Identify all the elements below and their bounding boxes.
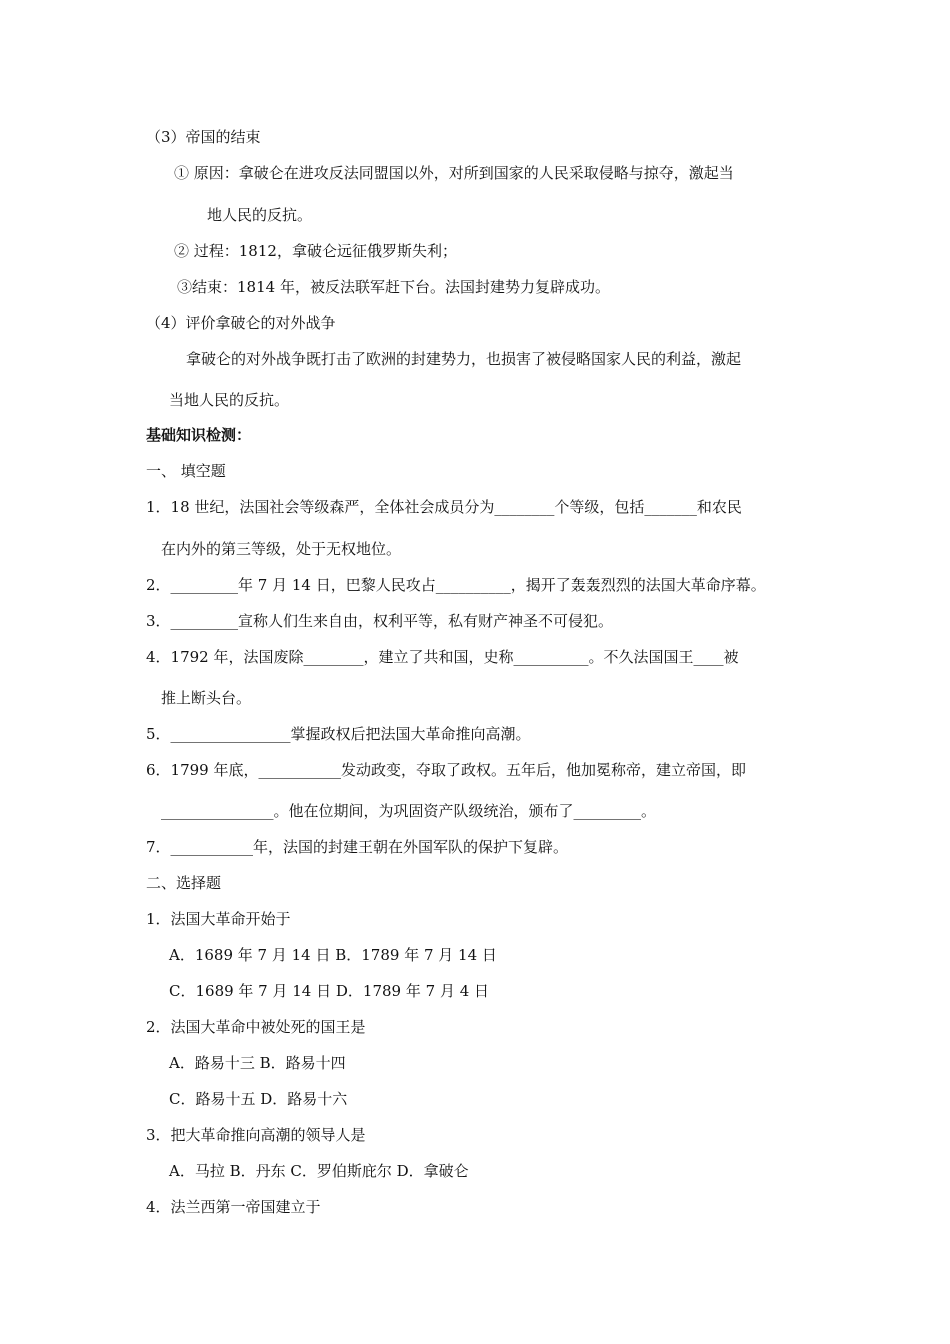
choice-question-2-options-row1: A．路易十三 B．路易十四 xyxy=(169,1054,346,1072)
fill-question-6-line1: 6．1799 年底，___________发动政变，夺取了政权。五年后，他加冕称帝，建立帝国，即 xyxy=(146,761,746,779)
fill-question-5: 5．________________掌握政权后把法国大革命推向高潮。 xyxy=(146,725,531,743)
fill-question-3: 3．_________宣称人们生来自由，权利平等，私有财产神圣不可侵犯。 xyxy=(146,612,614,630)
item3-process: ② 过程：1812，拿破仑远征俄罗斯失利； xyxy=(174,242,457,260)
choice-question-4: 4．法兰西第一帝国建立于 xyxy=(146,1198,321,1216)
choice-question-3-options-row1: A．马拉 B．丹东 C．罗伯斯庇尔 D．拿破仑 xyxy=(169,1162,469,1180)
item3-title: （3）帝国的结束 xyxy=(146,128,261,146)
item4-title: （4）评价拿破仑的对外战争 xyxy=(146,314,336,332)
fill-question-4-line1: 4．1792 年，法国废除________，建立了共和国，史称__________。不久法国国王____被 xyxy=(146,648,739,666)
fill-question-1-line2: 在内外的第三等级，处于无权地位。 xyxy=(161,540,402,558)
fill-heading: 一、 填空题 xyxy=(146,462,226,480)
item3-cause-line1: ① 原因：拿破仑在进攻反法同盟国以外，对所到国家的人民采取侵略与掠夺，激起当 xyxy=(174,164,734,182)
item3-cause-line2: 地人民的反抗。 xyxy=(207,206,313,224)
fill-question-2: 2．_________年 7 月 14 日，巴黎人民攻占__________，揭开了轰轰烈烈的法国大革命序幕。 xyxy=(146,576,766,594)
choice-heading: 二、选择题 xyxy=(146,874,222,892)
test-heading: 基础知识检测： xyxy=(146,426,252,444)
fill-question-1-line1: 1．18 世纪，法国社会等级森严，全体社会成员分为________个等级，包括_______和农民 xyxy=(146,498,742,516)
item4-text-line1: 拿破仑的对外战争既打击了欧洲的封建势力，也损害了被侵略国家人民的利益，激起 xyxy=(186,350,742,368)
fill-question-6-line2: _______________。他在位期间，为巩固资产队级统治，颁布了_________。 xyxy=(161,802,657,820)
choice-question-1-options-row2: C．1689 年 7 月 14 日 D．1789 年 7 月 4 日 xyxy=(169,982,490,1000)
item3-end: ③结束：1814 年，被反法联军赶下台。法国封建势力复辟成功。 xyxy=(177,278,610,296)
choice-question-3: 3．把大革命推向高潮的领导人是 xyxy=(146,1126,366,1144)
item4-text-line2: 当地人民的反抗。 xyxy=(169,391,290,409)
choice-question-1-options-row1: A．1689 年 7 月 14 日 B．1789 年 7 月 14 日 xyxy=(169,946,497,964)
choice-question-1: 1．法国大革命开始于 xyxy=(146,910,291,928)
fill-question-4-line2: 推上断头台。 xyxy=(161,689,252,707)
choice-question-2-options-row2: C．路易十五 D．路易十六 xyxy=(169,1090,348,1108)
fill-question-7: 7．___________年，法国的封建王朝在外国军队的保护下复辟。 xyxy=(146,838,569,856)
choice-question-2: 2．法国大革命中被处死的国王是 xyxy=(146,1018,366,1036)
